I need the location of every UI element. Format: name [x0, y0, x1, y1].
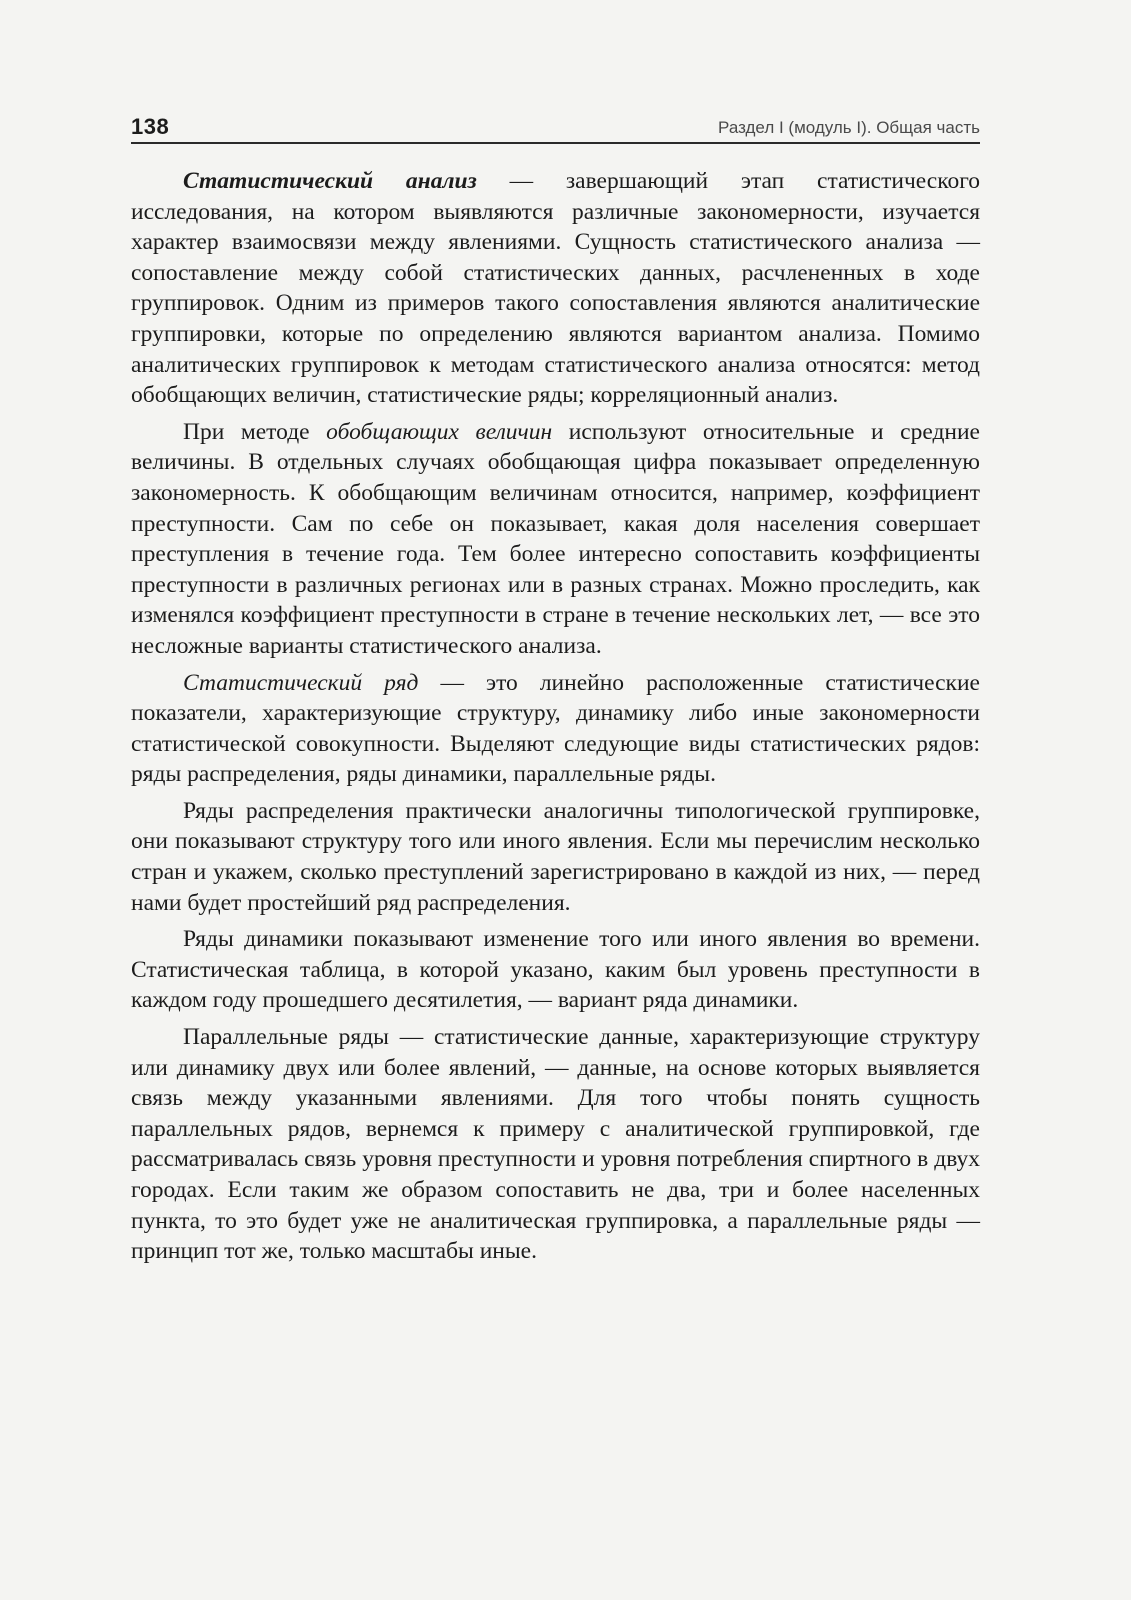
- paragraph-text: — это линейно расположенные статистические показатели, характеризующие структуру, динамику либо иные закономерности статистической совокупности. Выделяют следующие виды статистических рядов: ряды распределения, ряды динамики, параллельные ряды.: [131, 669, 980, 788]
- paragraph-dynamics-series: [131, 924, 980, 1016]
- paragraph-lead: При методе: [183, 418, 327, 445]
- paragraph-statistical-series: [131, 668, 980, 790]
- paragraph-text: Параллельные ряды — статистические данные, характеризующие структуру или динамику двух или более явлений, — данные, на основе которых выявляется связь между указанными явлениями. Для того чтобы понять сущность параллельных рядов, вернемся к примеру с аналитической группировкой, где рассматривалась связь уровня преступности и уровня потребления спиртного в двух городах. Если таким же образом сопоставить не два, три и более населенных пункта, то это будет уже не аналитическая группировка, а параллельные ряды — принцип тот же, только масштабы иные.: [131, 1024, 980, 1265]
- paragraph-text: — завершающий этап статистического исследования, на котором выявляются различные закономерности, изучается характер взаимосвязи между явлениями. Сущность статистического анализа — сопоставление между собой статистических данных, расчлененных в ходе группировок. Одним из примеров такого сопоставления являются аналитические группировки, которые по определению являются вариантом анализа. Помимо аналитических группировок к методам статистического анализа относятся: метод обобщающих величин, статистические ряды; корреляционный анализ.: [131, 168, 980, 409]
- paragraph-distribution-series: [131, 796, 980, 918]
- page-number: 138: [131, 114, 170, 139]
- paragraph-generalizing-values: [131, 417, 980, 662]
- paragraph-text: Ряды распределения практически аналогичны типологической группировке, они показывают структуру того или иного явления. Если мы перечислим несколько стран и укажем, сколько преступлений зарегистрировано в каждой из них, — перед нами будет простейший ряд распределения.: [131, 797, 980, 916]
- paragraph-text: используют относительные и средние величины. В отдельных случаях обобщающая цифра показывает определенную закономерность. К обобщающим величинам относится, например, коэффициент преступности. Сам по себе он показывает, какая доля населения совершает преступления в течение года. Тем более интересно сопоставить коэффициенты преступности в различных регионах или в разных странах. Можно проследить, как изменялся коэффициент преступности в стране в течение нескольких лет, — все это несложные варианты статистического анализа.: [131, 418, 980, 659]
- running-head: Раздел I (модуль I). Общая часть: [718, 118, 980, 137]
- paragraph-statistical-analysis: [131, 166, 980, 411]
- paragraph-text: Ряды динамики показывают изменение того или иного явления во времени. Статистическая таблица, в которой указано, каким был уровень преступности в каждом году прошедшего десятилетия, — вариант ряда динамики.: [131, 926, 980, 1014]
- page-header: [131, 112, 980, 144]
- page-body: [131, 166, 980, 1273]
- paragraph-parallel-series: [131, 1022, 980, 1267]
- term-statistical-analysis: Статистический анализ: [183, 168, 477, 194]
- term-statistical-series: Статистический ряд: [183, 669, 419, 696]
- term-generalizing-values: обобщающих величин: [326, 418, 553, 445]
